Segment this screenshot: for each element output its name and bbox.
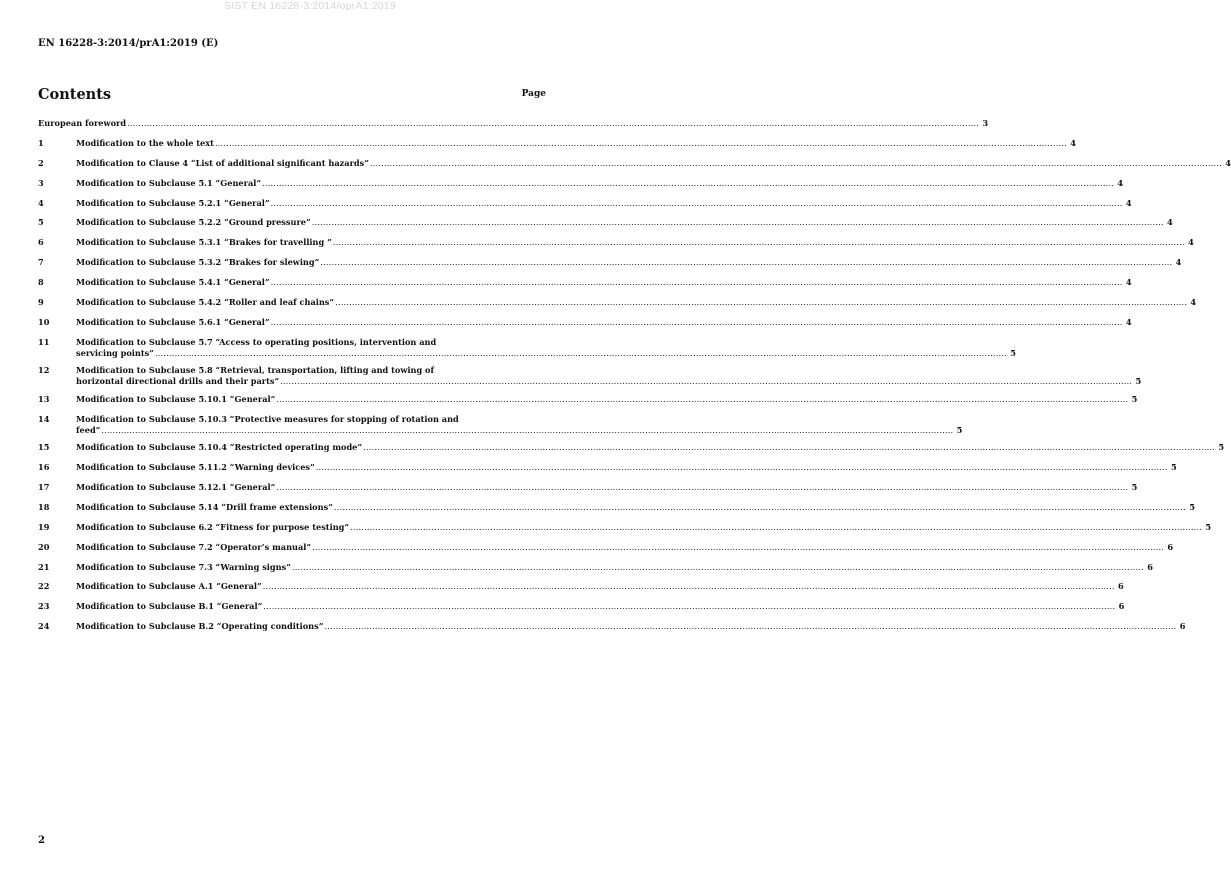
toc-entry-number: 10 (38, 316, 50, 327)
toc-entry-page: 4 (1175, 257, 1182, 268)
toc-entry[interactable] (38, 393, 1138, 405)
toc-entry[interactable] (38, 217, 1173, 228)
toc-entry[interactable] (38, 277, 1132, 288)
toc-entry-title-line: Modification to Subclause 5.7 “Access to operating positions, intervention and (76, 336, 437, 347)
toc-entry-title: Modification to Subclause 5.4.1 “General” (76, 277, 270, 288)
toc-entry[interactable] (38, 118, 989, 129)
toc-entry-number: 18 (38, 501, 50, 512)
toc-entry-title: feed” (76, 424, 101, 435)
toc-entry-page: 5 (1205, 521, 1212, 532)
toc-entry[interactable] (38, 297, 1197, 308)
toc-entry-number: 24 (38, 621, 50, 632)
toc-entry-number: 15 (38, 442, 50, 453)
toc-entry-title: Modification to Subclause 5.12.1 “General” (76, 481, 276, 492)
toc-entry-page: 4 (1117, 177, 1124, 188)
toc-entry-page: 4 (1190, 297, 1197, 308)
toc-entry-title: European foreword (38, 118, 127, 128)
toc-entry-page: 5 (1189, 501, 1195, 512)
toc-entry[interactable] (38, 365, 1142, 387)
toc-entry-title: Modification to Subclause 5.1 “General” (76, 177, 262, 188)
toc-entry-page: 5 (1131, 393, 1138, 404)
toc-entry[interactable] (38, 561, 1153, 573)
toc-entry-title-line: Modification to Subclause 5.8 “Retrieval, transportation, lifting and towing of (76, 365, 435, 376)
toc-entry-page: 4 (1188, 237, 1194, 248)
toc-entry-page: 4 (1125, 316, 1132, 327)
toc-entry-title: Modification to Subclause 5.3.2 “Brakes for slewing” (76, 257, 320, 268)
toc-entry-title: Modification to Subclause 7.3 “Warning signs” (76, 561, 291, 572)
toc-entry-number: 21 (38, 561, 50, 572)
toc-entry-title: Modification to Clause 4 “List of additional significant hazards” (76, 157, 369, 168)
toc-entry-title: Modification to Subclause 6.2 “Fitness for purpose testing” (76, 521, 350, 532)
toc-entry-number: 4 (38, 197, 44, 208)
toc-dot-leader (271, 317, 1123, 328)
toc-entry-title-line: Modification to Subclause 5.10.3 “Protective measures for stopping of rotation and (76, 413, 459, 424)
toc-dot-leader (334, 502, 1186, 513)
toc-entry-page: 6 (1179, 621, 1186, 632)
toc-entry-title: Modification to the whole text (76, 137, 214, 148)
toc-entry-number: 11 (38, 336, 50, 347)
toc-entry-title: Modification to Subclause 5.10.4 “Restricted operating mode” (76, 442, 363, 453)
toc-entry-page: 4 (1167, 217, 1173, 228)
toc-entry-title: Modification to Subclause 5.10.1 “General” (76, 393, 276, 404)
toc-dot-leader (271, 198, 1123, 209)
toc-entry-page: 5 (1135, 376, 1142, 387)
toc-dot-leader (263, 601, 1115, 612)
page-column-heading: Page (521, 89, 546, 99)
toc-dot-leader (263, 581, 1115, 592)
toc-dot-leader (262, 178, 1114, 189)
toc-dot-leader (312, 542, 1164, 553)
toc-entry-number: 20 (38, 541, 50, 552)
toc-entry[interactable] (38, 237, 1194, 248)
toc-entry-title: Modification to Subclause 7.2 “Operator’s manual” (76, 541, 312, 552)
toc-entry[interactable] (38, 257, 1182, 268)
toc-entry[interactable] (38, 581, 1124, 592)
toc-dot-leader (324, 621, 1176, 632)
toc-entry-number: 8 (38, 277, 44, 288)
toc-entry-page: 4 (1225, 157, 1231, 168)
toc-entry[interactable] (38, 197, 1132, 209)
footer-page-number: 2 (38, 835, 45, 846)
toc-entry-page: 6 (1118, 601, 1125, 612)
toc-entry-number: 22 (38, 581, 50, 592)
toc-entry-page: 4 (1125, 277, 1132, 288)
toc-dot-leader (276, 394, 1128, 405)
toc-dot-leader (333, 237, 1185, 248)
toc-entry-title: Modification to Subclause B.1 “General” (76, 601, 263, 612)
toc-dot-leader (312, 217, 1164, 228)
toc-entry-title: Modification to Subclause 5.11.2 “Warning devices” (76, 462, 315, 473)
toc-entry-page: 6 (1147, 561, 1153, 572)
toc-entry-title: Modification to Subclause B.2 “Operating conditions” (76, 621, 324, 632)
toc-entry-number: 12 (38, 365, 50, 376)
toc-entry-page: 3 (982, 118, 989, 128)
toc-entry-number: 6 (38, 237, 44, 248)
toc-entry-title: Modification to Subclause A.1 “General” (76, 581, 262, 592)
toc-entry-title: horizontal directional drills and their parts” (76, 376, 280, 387)
toc-entry-number: 14 (38, 413, 50, 424)
toc-entry-title: Modification to Subclause 5.3.1 “Brakes for travelling ” (76, 237, 332, 248)
toc-entry[interactable] (38, 501, 1195, 513)
toc-dot-leader (350, 522, 1202, 533)
toc-entry-number: 17 (38, 481, 50, 492)
toc-entry-number: 7 (38, 257, 44, 268)
toc-entry[interactable] (38, 462, 1177, 473)
toc-entry-title: Modification to Subclause 5.6.1 “General” (76, 316, 270, 327)
toc-entry[interactable] (38, 316, 1132, 328)
toc-entry-title: Modification to Subclause 5.2.1 “General” (76, 197, 270, 208)
toc-entry[interactable] (38, 157, 1231, 169)
toc-entry-title: Modification to Subclause 5.4.2 “Roller and leaf chains” (76, 297, 335, 308)
toc-entry-number: 9 (38, 297, 44, 308)
toc-dot-leader (155, 348, 1007, 359)
toc-entry-page: 6 (1167, 541, 1174, 552)
toc-entry[interactable] (38, 442, 1225, 453)
toc-dot-leader (292, 562, 1144, 573)
toc-entry[interactable] (38, 601, 1125, 612)
toc-entry-title: servicing points” (76, 347, 154, 358)
toc-entry[interactable] (38, 137, 1076, 149)
toc-dot-leader (316, 462, 1168, 473)
toc-entry[interactable] (38, 336, 1016, 359)
toc-entry[interactable] (38, 177, 1124, 189)
toc-entry[interactable] (38, 541, 1174, 553)
table-of-contents (38, 118, 1231, 641)
toc-dot-leader (370, 158, 1222, 169)
toc-entry-number: 19 (38, 521, 50, 532)
toc-entry-page: 5 (1218, 442, 1225, 453)
toc-entry-page: 4 (1070, 137, 1076, 148)
toc-entry-page: 5 (1171, 462, 1177, 473)
toc-dot-leader (335, 297, 1187, 308)
contents-title: Contents (38, 86, 112, 103)
toc-dot-leader (271, 277, 1123, 288)
toc-entry-number: 16 (38, 462, 50, 473)
watermark: SIST EN 16228-3:2014/oprA1:2019 (224, 0, 396, 12)
toc-entry-page: 4 (1125, 197, 1132, 208)
toc-entry-page: 5 (1010, 347, 1016, 358)
toc-dot-leader (215, 138, 1067, 149)
toc-entry[interactable] (38, 413, 963, 436)
toc-dot-leader (127, 118, 979, 129)
toc-entry-page: 5 (1131, 481, 1138, 492)
toc-dot-leader (276, 482, 1128, 493)
toc-entry-title: Modification to Subclause 5.2.2 “Ground pressure” (76, 217, 311, 228)
toc-dot-leader (101, 425, 953, 436)
toc-entry-page: 5 (956, 424, 963, 435)
toc-entry-page: 6 (1118, 581, 1124, 592)
toc-entry-number: 1 (38, 137, 44, 148)
toc-entry[interactable] (38, 521, 1212, 533)
toc-dot-leader (280, 376, 1132, 387)
toc-entry-title: Modification to Subclause 5.14 “Drill frame extensions” (76, 501, 333, 512)
toc-entry-number: 2 (38, 157, 44, 168)
toc-entry-number: 23 (38, 601, 50, 612)
toc-entry[interactable] (38, 621, 1186, 632)
toc-entry[interactable] (38, 481, 1138, 493)
document-identifier: EN 16228-3:2014/prA1:2019 (E) (38, 38, 219, 49)
toc-entry-number: 13 (38, 393, 50, 404)
toc-dot-leader (363, 442, 1215, 453)
toc-entry-number: 3 (38, 177, 44, 188)
toc-entry-number: 5 (38, 217, 44, 228)
toc-dot-leader (320, 257, 1172, 268)
